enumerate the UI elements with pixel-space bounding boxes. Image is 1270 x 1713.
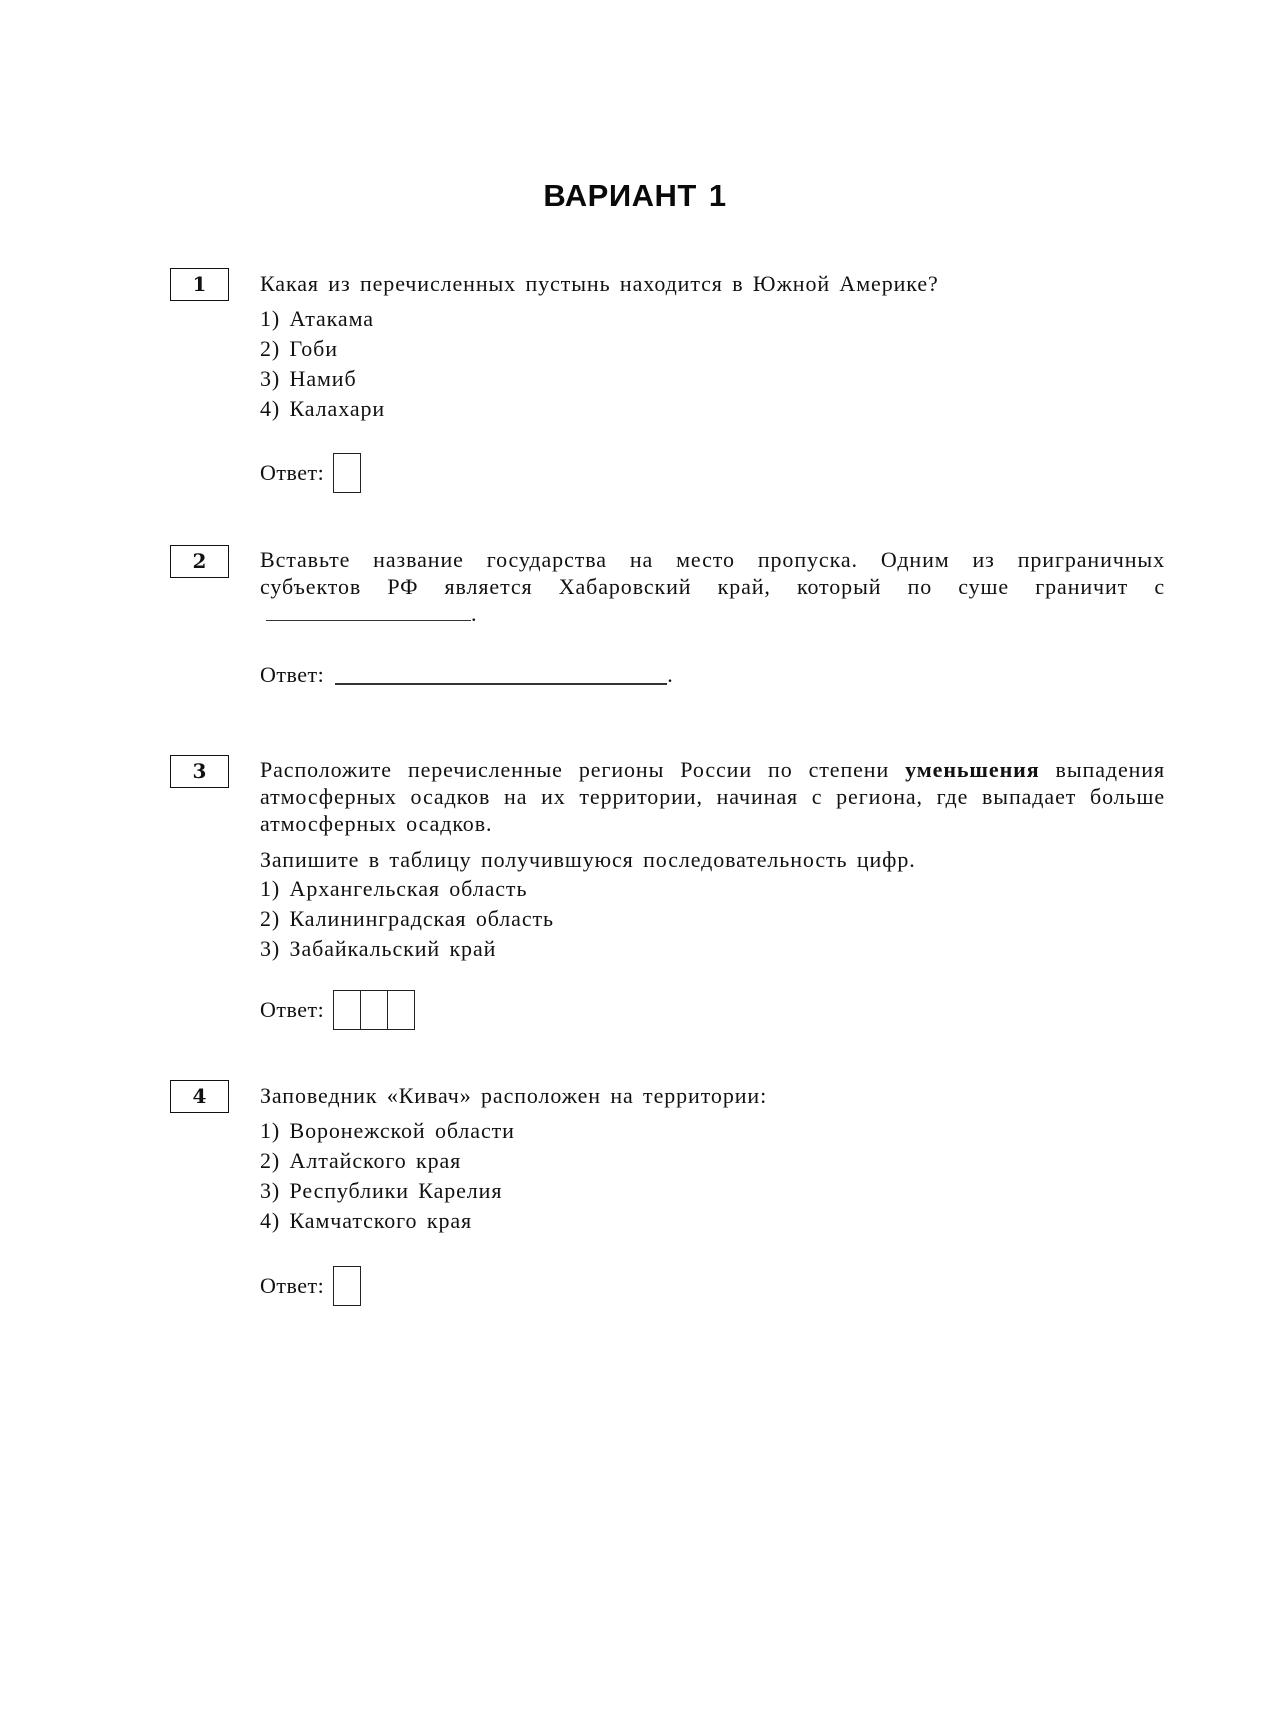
options-list	[260, 304, 1165, 424]
option-item: 1) Архангельская область	[260, 876, 528, 901]
variant-title	[0, 178, 1270, 214]
answer-cells	[333, 990, 415, 1030]
question-text-part: выпадения атмосферных осадков на их территории, начиная с региона, где выпадает больше атмосферных осадков.	[260, 757, 1165, 836]
option-item: 3) Республики Карелия	[260, 1178, 503, 1203]
question-text: Какая из перечисленных пустынь находится в Южной Америке?	[260, 271, 939, 296]
options-list	[260, 874, 1165, 964]
question-text-body: Вставьте название государства на место пропуска. Одним из приграничных субъектов РФ является Хабаровский край, который по суше граничит с	[260, 547, 1165, 599]
answer-row-1	[260, 453, 361, 493]
option-item: 4) Калахари	[260, 396, 386, 421]
emphasized-word: уменьшения	[905, 757, 1040, 782]
question-text-suffix: .	[471, 601, 478, 626]
question-4	[260, 1082, 1165, 1236]
answer-label: Ответ:	[260, 1273, 325, 1298]
option-item: 1) Атакама	[260, 306, 374, 331]
option-item: 2) Гоби	[260, 336, 338, 361]
option-item: 1) Воронежской области	[260, 1118, 515, 1143]
answer-line-field[interactable]	[335, 665, 667, 685]
question-3	[260, 756, 1165, 964]
answer-label: Ответ:	[260, 997, 325, 1022]
answer-row-4	[260, 1266, 361, 1306]
options-list	[260, 1116, 1165, 1236]
question-number-box: 4	[170, 1080, 229, 1113]
answer-suffix: .	[667, 662, 673, 687]
question-1	[260, 270, 1165, 424]
variant-title-number: 1	[708, 178, 727, 213]
option-item: 2) Калининградская область	[260, 906, 554, 931]
question-number-box: 1	[170, 268, 229, 301]
answer-label: Ответ:	[260, 662, 325, 687]
instruction-text: Запишите в таблицу получившуюся последовательность цифр.	[260, 847, 916, 872]
question-number-box: 2	[170, 545, 229, 578]
variant-title-label: ВАРИАНТ	[543, 178, 697, 213]
question-text-part: Расположите перечисленные регионы России по степени	[260, 757, 906, 782]
option-item: 4) Камчатского края	[260, 1208, 473, 1233]
option-item: 3) Забайкальский край	[260, 936, 497, 961]
question-2	[260, 546, 1165, 627]
question-text	[260, 756, 1165, 837]
answer-row-3	[260, 990, 415, 1030]
answer-cell[interactable]	[333, 453, 361, 493]
option-item: 2) Алтайского края	[260, 1148, 462, 1173]
answer-label: Ответ:	[260, 460, 325, 485]
fill-in-blank	[266, 606, 471, 621]
question-text	[260, 546, 1165, 627]
answer-row-2	[260, 662, 673, 688]
question-number-box: 3	[170, 755, 229, 788]
answer-cell[interactable]	[388, 990, 415, 1030]
question-text: Заповедник «Кивач» расположен на территории:	[260, 1083, 768, 1108]
option-item: 3) Намиб	[260, 366, 357, 391]
answer-cell[interactable]	[333, 990, 361, 1030]
answer-cell[interactable]	[361, 990, 388, 1030]
answer-cell[interactable]	[333, 1266, 361, 1306]
